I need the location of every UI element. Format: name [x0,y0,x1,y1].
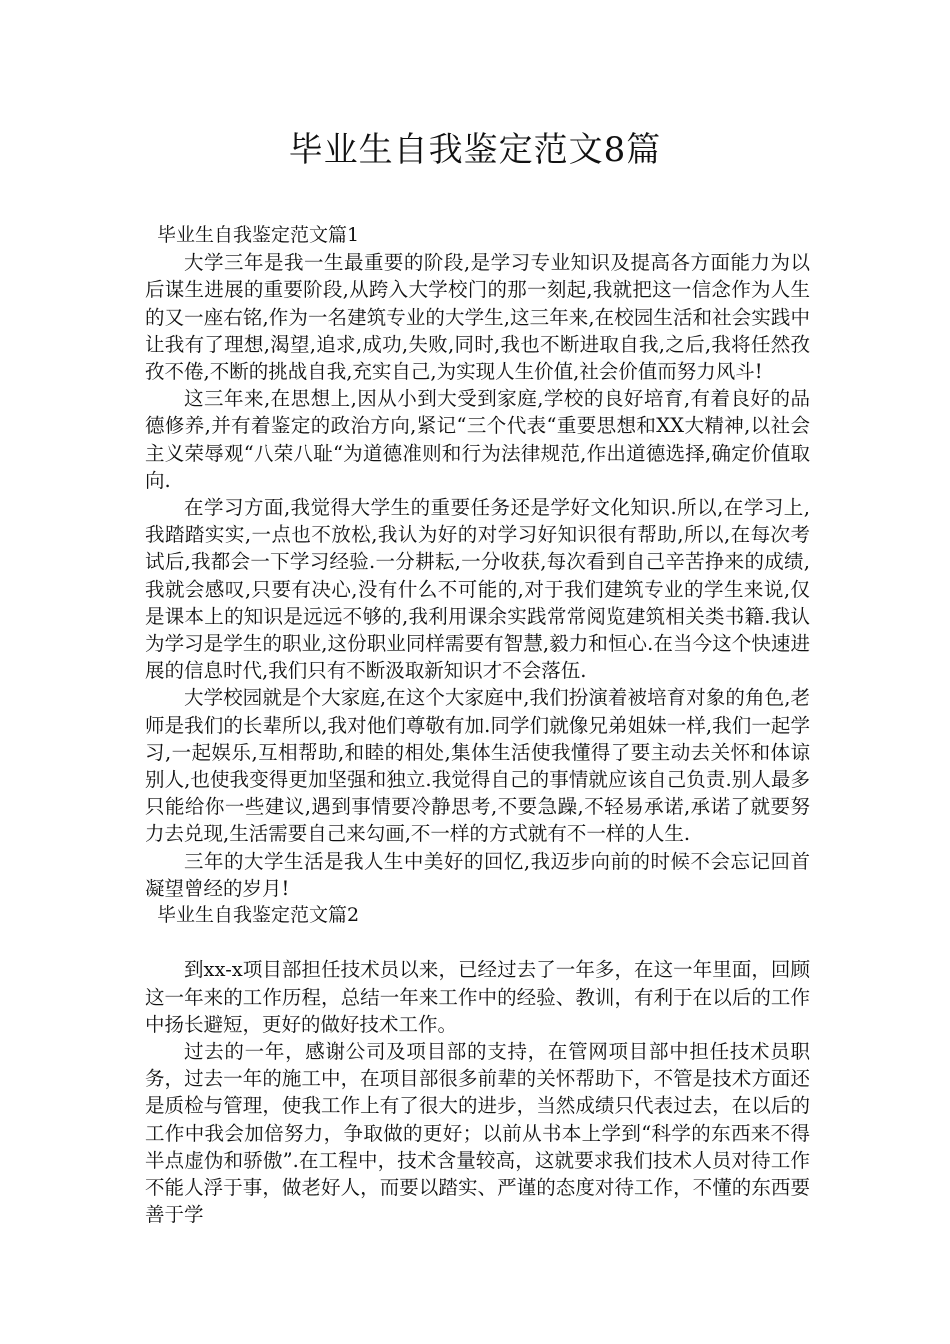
paragraph: 这三年来,在思想上,因从小到大受到家庭,学校的良好培育,有着良好的品德修养,并有着鉴定的政治方向,紧记“三个代表“重要思想和XX大精神,以社会主义荣辱观“八荣八耻“为道德准则和行为法律规范,作出道德选择,确定价值取向. [145,387,810,492]
section-heading: 毕业生自我鉴定范文篇1 [157,224,360,246]
paragraph: 到xx-x项目部担任技术员以来，已经过去了一年多，在这一年里面，回顾这一年来的工作历程，总结一年来工作中的经验、教训，有利于在以后的工作中扬长避短，更好的做好技术工作。 [145,958,810,1036]
paragraph: 大学校园就是个大家庭,在这个大家庭中,我们扮演着被培育对象的角色,老师是我们的长辈所以,我对他们尊敬有加.同学们就像兄弟姐妹一样,我们一起学习,一起娱乐,互相帮助,和睦的相处,集体生活使我懂得了要主动去关怀和体谅别人,也使我变得更加坚强和独立.我觉得自己的事情就应该自己负责.别人最多只能给你一些建议,遇到事情要冷静思考,不要急躁,不轻易承诺,承诺了就要努力去兑现,生活需要自己来勾画,不一样的方式就有不一样的人生. [145,686,810,846]
section-heading: 毕业生自我鉴定范文篇2 [157,904,360,927]
document-body [145,222,810,1229]
blank-line [145,929,810,956]
section-1 [145,222,810,902]
paragraph: 大学三年是我一生最重要的阶段,是学习专业知识及提高各方面能力为以后谋生进展的重要阶段,从跨入大学校门的那一刻起,我就把这一信念作为人生的又一座右铭,作为一名建筑专业的大学生,这三年来,在校园生活和社会实践中让我有了理想,渴望,追求,成功,失败,同时,我也不断进取自我,之后,我将任然孜孜不倦,不断的挑战自我,充实自己,为实现人生价值,社会价值而努力风斗! [145,251,810,384]
paragraph: 过去的一年，感谢公司及项目部的支持，在管网项目部中担任技术员职务，过去一年的施工中，在项目部很多前辈的关怀帮助下，不管是技术方面还是质检与管理，使我工作上有了很大的进步，当然成绩只代表过去，在以后的工作中我会加倍努力，争取做的更好；以前从书本上学到“科学的东西来不得半点虚伪和骄傲”.在工程中，技术含量较高，这就要求我们技术人员对待工作不能人浮于事，做老好人，而要以踏实、严谨的态度对待工作，不懂的东西要善于学 [145,1040,810,1227]
page-title: 毕业生自我鉴定范文8篇 [288,130,662,170]
section-2 [145,902,810,1228]
paragraph: 三年的大学生活是我人生中美好的回忆,我迈步向前的时候不会忘记回首凝望曾经的岁月! [145,849,810,900]
paragraph: 在学习方面,我觉得大学生的重要任务还是学好文化知识.所以,在学习上,我踏踏实实,一点也不放松,我认为好的对学习好知识很有帮助,所以,在每次考试后,我都会一下学习经验.一分耕耘,一分收获,每次看到自己辛苦挣来的成绩,我就会感叹,只要有决心,没有什么不可能的,对于我们建筑专业的学生来说,仅是课本上的知识是远远不够的,我利用课余实践常常阅览建筑相关类书籍.我认为学习是学生的职业,这份职业同样需要有智慧,毅力和恒心.在当今这个快速进展的信息时代,我们只有不断汲取新知识才不会落伍. [145,496,810,683]
